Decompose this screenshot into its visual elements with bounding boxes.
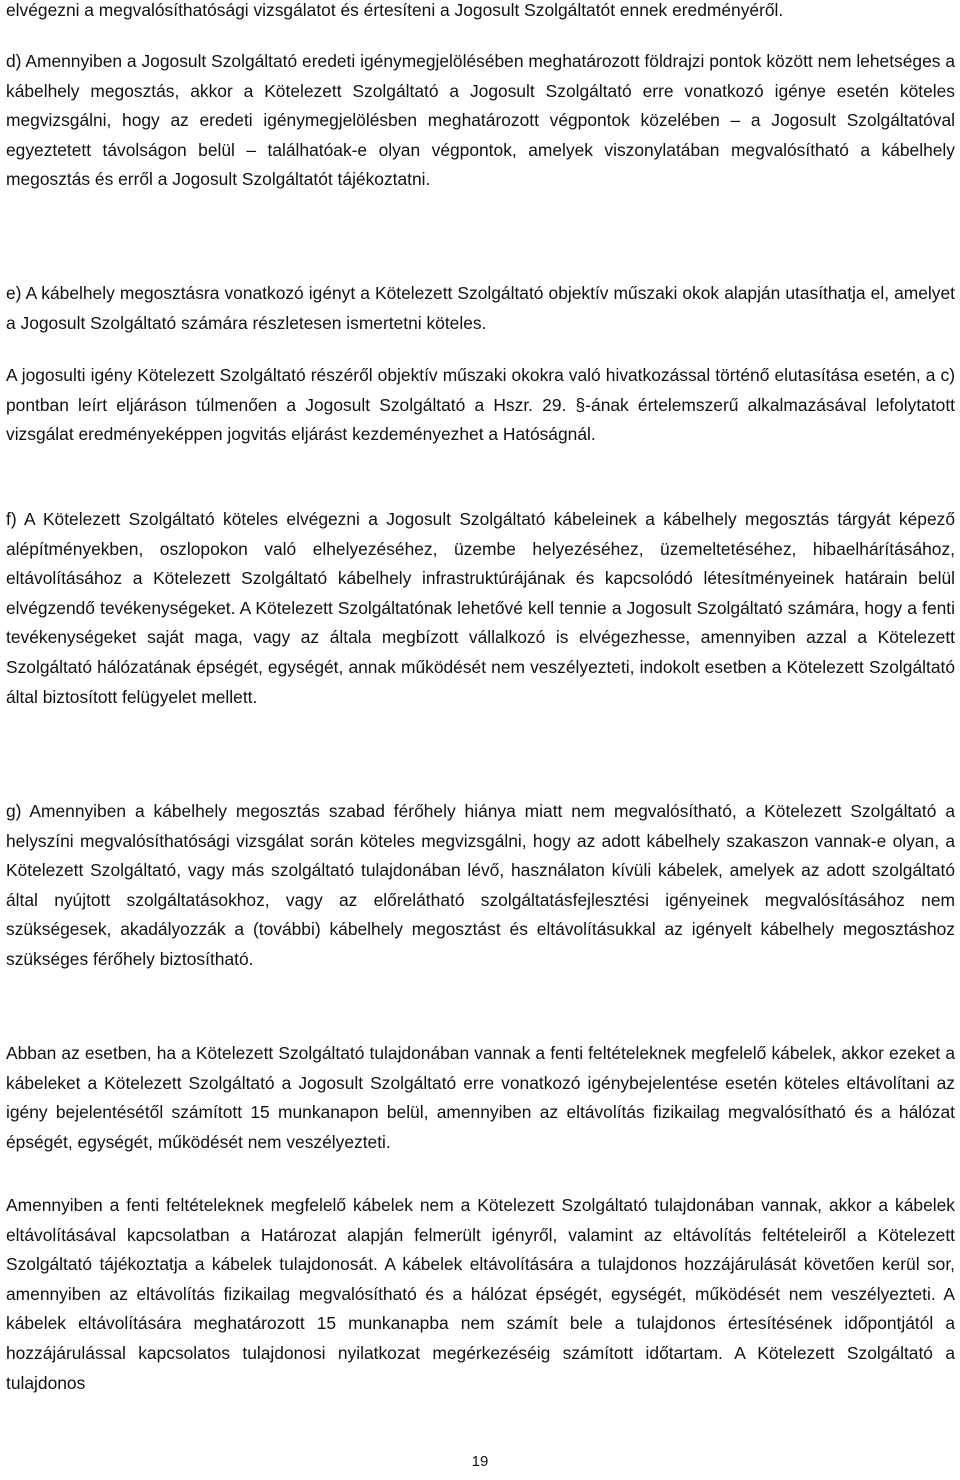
paragraph-d: d) Amennyiben a Jogosult Szolgáltató eredeti igénymegjelölésében meghatározott földrajzi pontok között nem lehetséges a kábelhely megosztás, akkor a Kötelezett Szolgáltató a Jogosult Szolgáltató erre vonatkozó igénye esetén köteles megvizsgálni, hogy az eredeti igénymegjelölésben meghatározott végpontok közelében – a Jogosult Szolgáltatóval egyeztetett távolságon belül – találhatóak-e olyan végpontok, amelyek viszonylatában megvalósítható a kábelhely megosztás és erről a Jogosult Szolgáltatót tájékoztatni. [6,51,955,190]
paragraph-e: e) A kábelhely megosztásra vonatkozó igényt a Kötelezett Szolgáltató objektív műszaki okok alapján utasíthatja el, amelyet a Jogosult Szolgáltató számára részletesen ismertetni köteles. [6,283,955,333]
paragraph-abban: Abban az esetben, ha a Kötelezett Szolgáltató tulajdonában vannak a fenti feltételeknek megfelelő kábelek, akkor ezeket a kábeleket a Kötelezett Szolgáltató a Jogosult Szolgáltató erre vonatkozó igénybejelentése esetén köteles eltávolítani az igény bejelentésétől számított 15 munkanapon belül, amennyiben az eltávolítás fizikailag megvalósítható és a hálózat épségét, egységét, működését nem veszélyezteti. [6,1043,955,1152]
paragraph-g: g) Amennyiben a kábelhely megosztás szabad férőhely hiánya miatt nem megvalósítható, a Kötelezett Szolgáltató a helyszíni megvalósíthatósági vizsgálat során köteles megvizsgálni, hogy az adott kábelhely szakaszon vannak-e olyan, a Kötelezett Szolgáltató, vagy más szolgáltató tulajdonában lévő, használaton kívüli kábelek, amelyek az adott szolgáltató által nyújtott szolgáltatásokhoz, vagy az előrelátható szolgáltatásfejlesztési igényeinek megvalósításához nem szükségesek, akadályozzák a (további) kábelhely megosztást és eltávolításukkal az igényelt kábelhely megosztáshoz szükséges férőhely biztosítható. [6,801,955,969]
document-page [6,0,955,1480]
paragraph-e-followup: A jogosulti igény Kötelezett Szolgáltató részéről objektív műszaki okokra való hivatkozással történő elutasítása esetén, a c) pontban leírt eljáráson túlmenően a Jogosult Szolgáltató a Hszr. 29. §-ának értelemszerű alkalmazásával lefolytatott vizsgálat eredményeképpen jogvitás eljárást kezdeményezhet a Hatóságnál. [6,365,955,445]
paragraph-amennyiben: Amennyiben a fenti feltételeknek megfelelő kábelek nem a Kötelezett Szolgáltató tulajdonában vannak, akkor a kábelek eltávolításával kapcsolatban a Határozat alapján felmerült igényről, valamint az eltávolítás feltételeiről a Kötelezett Szolgáltató tájékoztatja a kábelek tulajdonosát. A kábelek eltávolítására a tulajdonos hozzájárulását követően kerül sor, amennyiben az eltávolítás fizikailag megvalósítható és a hálózat épségét, egységét, működését nem veszélyezteti. A kábelek eltávolítására meghatározott 15 munkanapba nem számít bele a tulajdonos értesítésének időpontjától a hozzájárulással kapcsolatos tulajdonosi nyilatkozat megérkezéséig számított időtartam. A Kötelezett Szolgáltató a tulajdonos [6,1195,955,1393]
page-number: 19 [471,1453,489,1470]
paragraph-f: f) A Kötelezett Szolgáltató köteles elvégezni a Jogosult Szolgáltató kábeleinek a kábelhely megosztás tárgyát képező alépítményekben, oszlopokon való elhelyezéséhez, üzembe helyezéséhez, üzemeltetéséhez, hibaelhárításához, eltávolításához a Kötelezett Szolgáltató kábelhely infrastruktúrájának és kapcsolódó létesítményeinek határain belül elvégzendő tevékenységeket. A Kötelezett Szolgáltatónak lehetővé kell tennie a Jogosult Szolgáltató számára, hogy a fenti tevékenységeket saját maga, vagy az általa megbízott vállalkozó is elvégezhesse, amennyiben azzal a Kötelezett Szolgáltató hálózatának épségét, egységét, annak működését nem veszélyezteti, indokolt esetben a Kötelezett Szolgáltató által biztosított felügyelet mellett. [6,509,955,707]
paragraph-continuation: elvégezni a megvalósíthatósági vizsgálatot és értesíteni a Jogosult Szolgáltatót ennek eredményéről. [6,0,784,20]
